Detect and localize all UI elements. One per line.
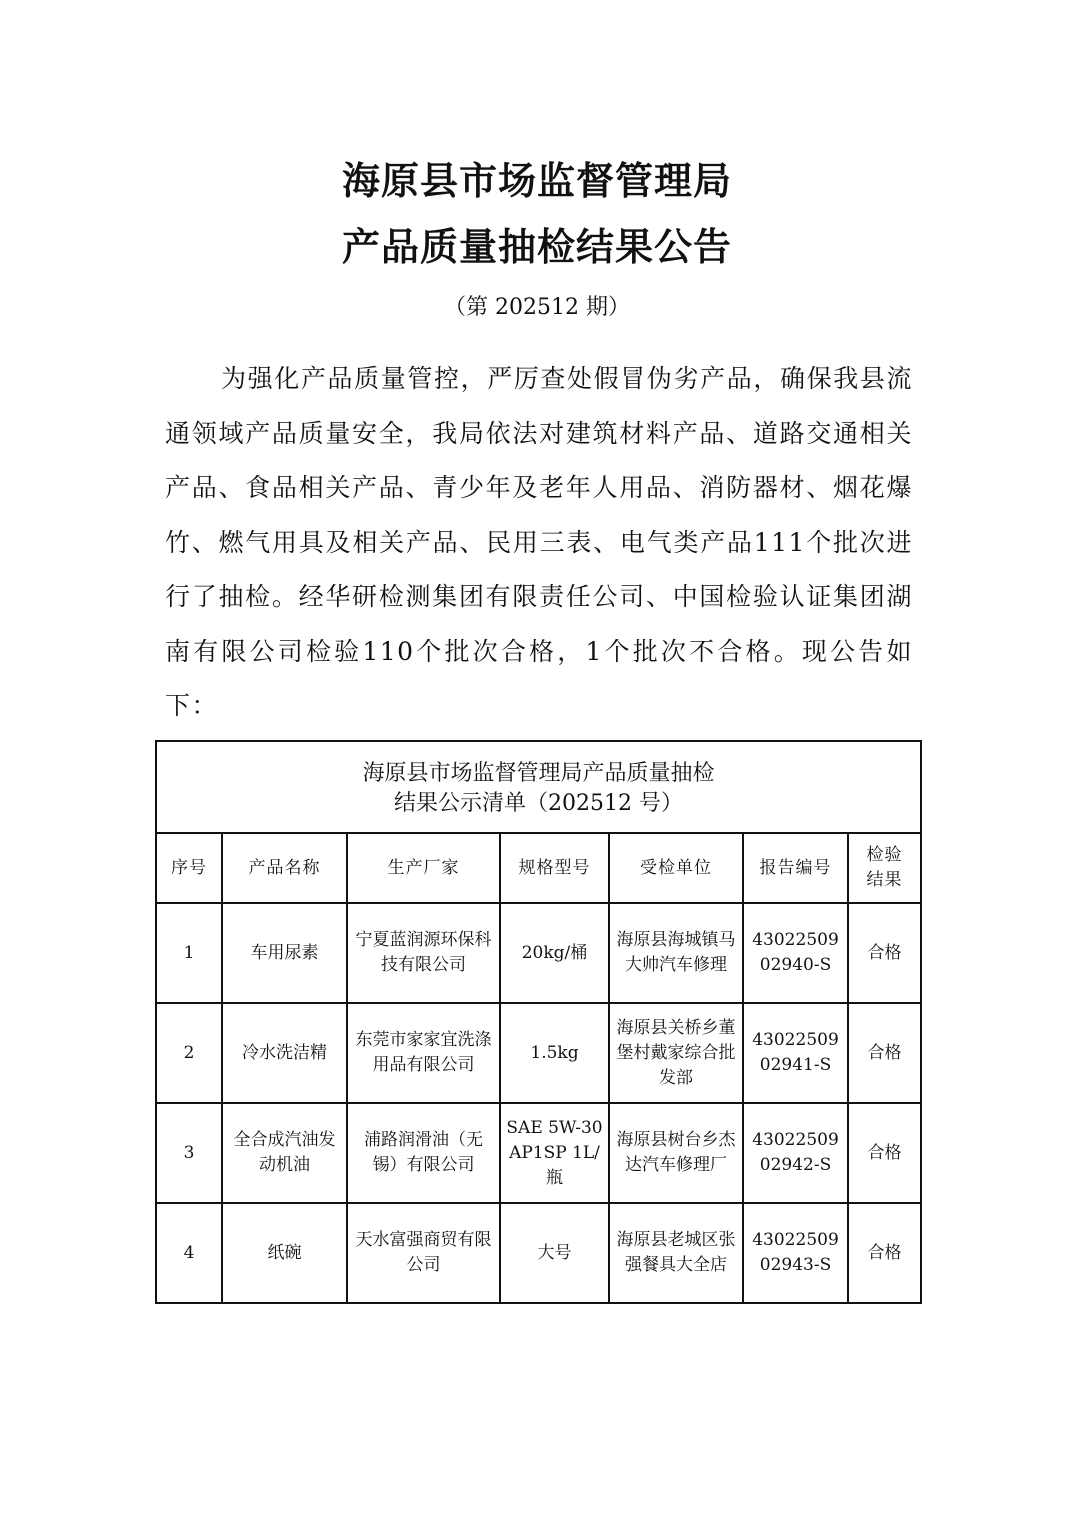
table-caption-line2: 结果公示清单（202512 号）	[394, 791, 684, 816]
header-report-number: 报告编号	[743, 833, 848, 903]
header-result: 检验结果	[848, 833, 921, 903]
cell-report-number: 4302250902941-S	[743, 1003, 848, 1103]
cell-index: 3	[156, 1103, 222, 1203]
table-row	[156, 1003, 921, 1103]
cell-specification: SAE 5W-30 AP1SP 1L/瓶	[500, 1103, 609, 1203]
cell-specification: 大号	[500, 1203, 609, 1303]
cell-manufacturer: 宁夏蓝润源环保科技有限公司	[347, 903, 500, 1003]
header-specification: 规格型号	[500, 833, 609, 903]
notice-title-agency: 海原县市场监督管理局	[341, 158, 732, 203]
cell-product-name: 纸碗	[222, 1203, 347, 1303]
header-manufacturer: 生产厂家	[347, 833, 500, 903]
table-caption-line1: 海原县市场监督管理局产品质量抽检	[362, 761, 715, 786]
cell-result: 合格	[848, 1003, 921, 1103]
cell-result: 合格	[848, 903, 921, 1003]
table-header-row	[156, 833, 921, 903]
table-caption	[156, 741, 921, 833]
header-product-name: 产品名称	[222, 833, 347, 903]
notice-title-subject: 产品质量抽检结果公告	[341, 224, 732, 269]
cell-specification: 20kg/桶	[500, 903, 609, 1003]
cell-manufacturer: 天水富强商贸有限公司	[347, 1203, 500, 1303]
cell-report-number: 4302250902940-S	[743, 903, 848, 1003]
table-row	[156, 1103, 921, 1203]
cell-result: 合格	[848, 1103, 921, 1203]
cell-inspected-unit: 海原县海城镇马大帅汽车修理	[609, 903, 743, 1003]
results-table	[155, 740, 922, 1304]
cell-manufacturer: 浦路润滑油（无锡）有限公司	[347, 1103, 500, 1203]
header-inspected-unit: 受检单位	[609, 833, 743, 903]
intro-paragraph: 为强化产品质量管控，严厉查处假冒伪劣产品，确保我县流通领域产品质量安全，我局依法对建筑材料产品、道路交通相关产品、食品相关产品、青少年及老年人用品、消防器材、烟花爆竹、燃气用具及相关产品、民用三表、电气类产品111个批次进行了抽检。经华研检测集团有限责任公司、中国检验认证集团湖南有限公司检验110个批次合格，1个批次不合格。现公告如下：	[165, 364, 913, 720]
cell-result: 合格	[848, 1203, 921, 1303]
cell-report-number: 4302250902942-S	[743, 1103, 848, 1203]
table-row	[156, 1203, 921, 1303]
cell-inspected-unit: 海原县关桥乡董堡村戴家综合批发部	[609, 1003, 743, 1103]
cell-index: 4	[156, 1203, 222, 1303]
cell-index: 1	[156, 903, 222, 1003]
cell-product-name: 全合成汽油发动机油	[222, 1103, 347, 1203]
cell-inspected-unit: 海原县老城区张强餐具大全店	[609, 1203, 743, 1303]
issue-number: （第 202512 期）	[444, 295, 630, 320]
cell-inspected-unit: 海原县树台乡杰达汽车修理厂	[609, 1103, 743, 1203]
cell-report-number: 4302250902943-S	[743, 1203, 848, 1303]
cell-product-name: 冷水洗洁精	[222, 1003, 347, 1103]
table-row	[156, 903, 921, 1003]
cell-index: 2	[156, 1003, 222, 1103]
cell-specification: 1.5kg	[500, 1003, 609, 1103]
cell-product-name: 车用尿素	[222, 903, 347, 1003]
header-index: 序号	[156, 833, 222, 903]
cell-manufacturer: 东莞市家家宜洗涤用品有限公司	[347, 1003, 500, 1103]
